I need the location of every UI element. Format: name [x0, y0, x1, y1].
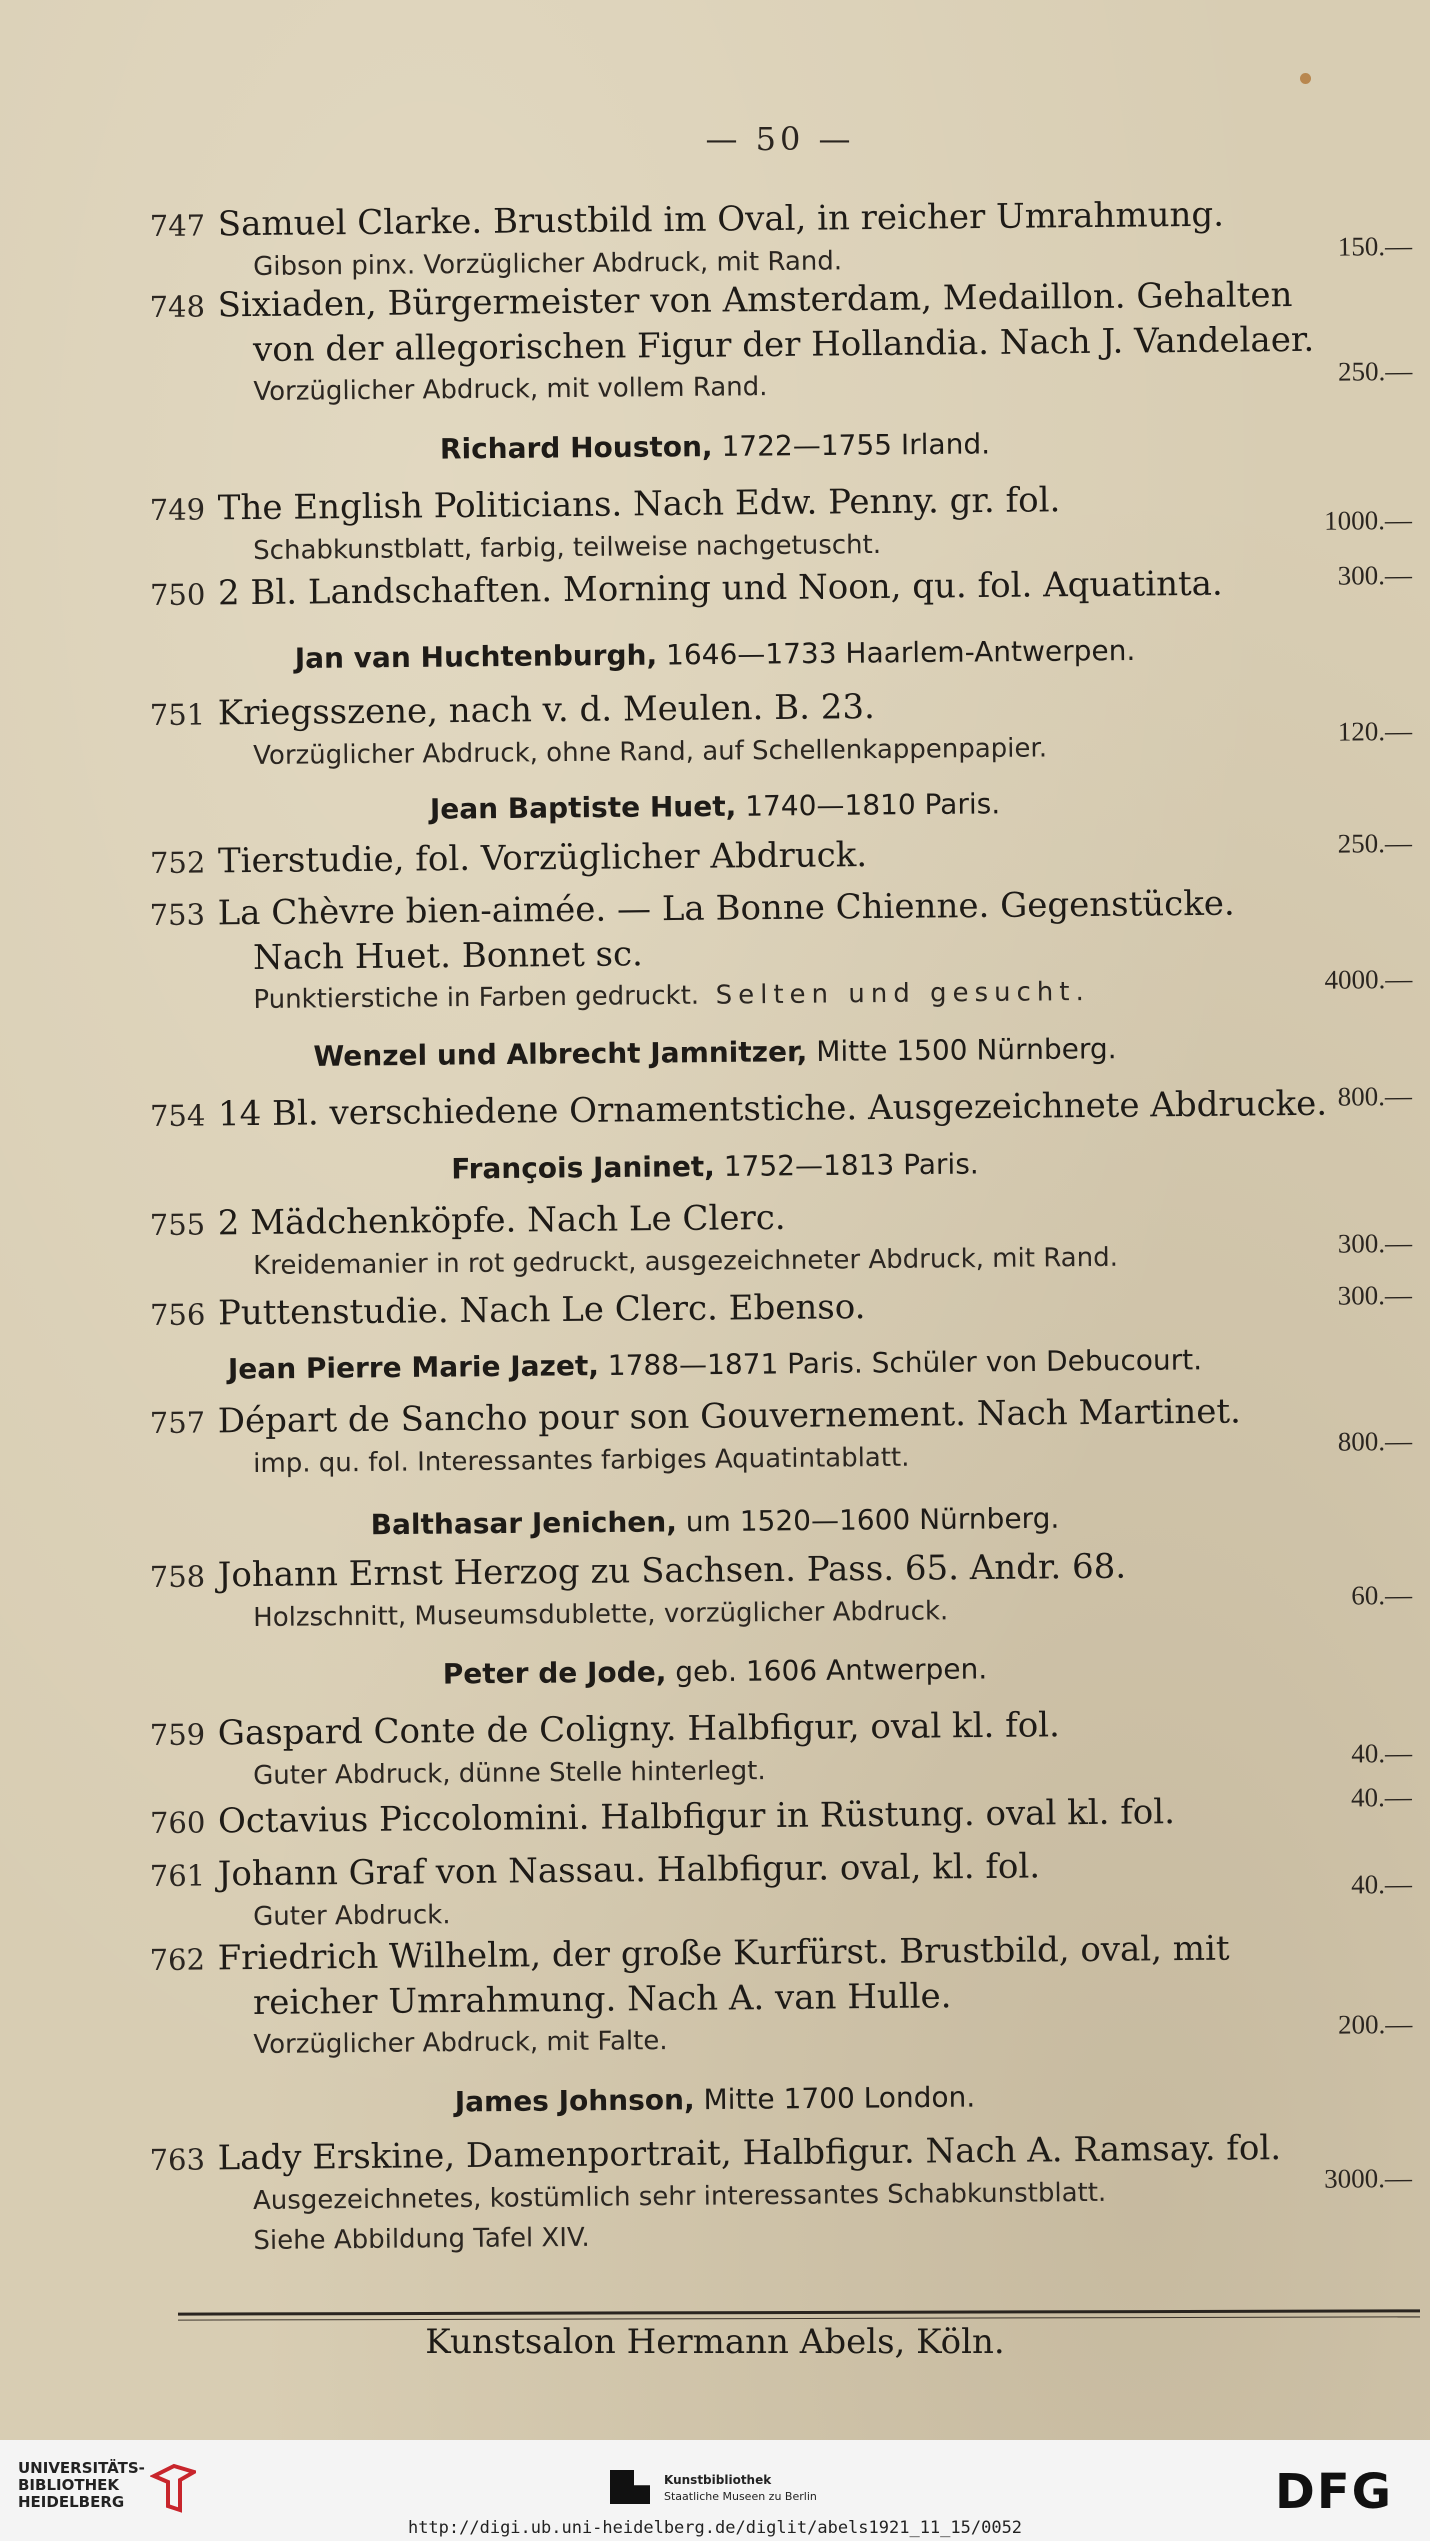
entry-price: 40.— — [1351, 1868, 1413, 1900]
entry-price: 250.— — [1337, 827, 1413, 859]
entry-note: Siehe Abbildung Tafel XIV. — [253, 2222, 590, 2257]
entry-title: 14 Bl. verschiedene Ornamentstiche. Ausgezeichnete Abdrucke. — [217, 1083, 1328, 1135]
entry-note: Holzschnitt, Museumsdublette, vorzüglicher Abdruck. — [253, 1596, 949, 1634]
kunstbibliothek-logo[interactable]: Kunstbibliothek Staatliche Museen zu Berlin — [664, 2473, 817, 2503]
entry-price: 4000.— — [1324, 963, 1413, 995]
entry-number: 759 — [149, 1717, 206, 1753]
entry-note: Ausgezeichnetes, kostümlich sehr interessantes Schabkunstblatt. — [252, 2177, 1107, 2217]
entry-number: 762 — [149, 1942, 206, 1978]
entry-752 — [150, 828, 1420, 885]
entry-757 — [150, 1388, 1421, 1485]
entry-note: Guter Abdruck, dünne Stelle hinterlegt. — [253, 1756, 766, 1792]
entry-754 — [150, 1081, 1420, 1138]
entry-title: 2 Bl. Landschaften. Morning und Noon, qu. fol. Aquatinta. — [217, 563, 1223, 614]
page-number: — 50 — — [705, 120, 855, 158]
entry-note: Schabkunstblatt, farbig, teilweise nachgetuscht. — [253, 529, 882, 567]
entry-title: Johann Ernst Herzog zu Sachsen. Pass. 65. Andr. 68. — [217, 1546, 1127, 1596]
entry-price: 150.— — [1337, 230, 1413, 262]
entry-title: Départ de Sancho pour son Gouvernement. Nach Martinet. — [217, 1391, 1242, 1442]
entry-number: 751 — [149, 697, 206, 733]
entry-note: Vorzüglicher Abdruck, mit vollem Rand. — [253, 372, 768, 408]
entry-title: 2 Mädchenköpfe. Nach Le Clerc. — [217, 1197, 786, 1244]
entry-title: Puttenstudie. Nach Le Clerc. Ebenso. — [217, 1287, 866, 1334]
entry-number: 747 — [149, 208, 206, 244]
entry-price: 60.— — [1351, 1579, 1413, 1611]
entry-price: 200.— — [1337, 2008, 1413, 2040]
entry-756 — [150, 1280, 1420, 1337]
entry-price: 800.— — [1337, 1080, 1413, 1112]
ub-heidelberg-logo[interactable]: UNIVERSITÄTS- BIBLIOTHEK HEIDELBERG — [18, 2459, 145, 2511]
entry-title: La Chèvre bien-aimée. — La Bonne Chienne. Gegenstücke. — [217, 883, 1235, 934]
entry-title: Gaspard Conte de Coligny. Halbfigur, oval kl. fol. — [217, 1705, 1061, 1754]
entry-title: Tierstudie, fol. Vorzüglicher Abdruck. — [217, 835, 868, 882]
entry-price: 250.— — [1337, 355, 1413, 387]
footer-rule — [178, 2309, 1420, 2315]
entry-price: 300.— — [1337, 1279, 1413, 1311]
entry-note: Vorzüglicher Abdruck, mit Falte. — [253, 2026, 668, 2061]
entry-price: 120.— — [1337, 715, 1413, 747]
entry-note: Vorzüglicher Abdruck, ohne Rand, auf Schellenkappenpapier. — [253, 733, 1048, 772]
entry-number: 755 — [149, 1207, 206, 1243]
entry-price: 300.— — [1337, 559, 1413, 591]
artist-heading: Jean Pierre Marie Jazet, 1788—1871 Paris. Schüler von Debucourt. — [227, 1343, 1203, 1386]
artist-heading: Wenzel und Albrecht Jamnitzer, Mitte 1500 Nürnberg. — [313, 1032, 1117, 1073]
entry-title: Octavius Piccolomini. Halbfigur in Rüstung. oval kl. fol. — [217, 1792, 1176, 1842]
entry-751 — [150, 680, 1421, 777]
entry-title: Sixiaden, Bürgermeister von Amsterdam, Medaillon. Gehalten — [217, 275, 1293, 326]
entry-number: 761 — [149, 1858, 206, 1894]
entry-title: Samuel Clarke. Brustbild im Oval, in reicher Umrahmung. — [217, 194, 1225, 245]
entry-note: Gibson pinx. Vorzüglicher Abdruck, mit Rand. — [253, 246, 843, 283]
entry-753 — [149, 880, 1420, 1021]
entry-number: 756 — [149, 1297, 206, 1332]
ub-heidelberg-icon — [150, 2462, 196, 2514]
entry-title: The English Politicians. Nach Edw. Penny. gr. fol. — [217, 480, 1061, 529]
entry-number: 757 — [149, 1405, 206, 1441]
entry-continuation: von der allegorischen Figur der Hollandia. Nach J. Vandelaer. — [252, 319, 1315, 371]
entry-title: Kriegsszene, nach v. d. Meulen. B. 23. — [217, 687, 876, 734]
entry-number: 760 — [149, 1805, 206, 1840]
entry-note: Punktierstiche in Farben gedruckt. Selten und gesucht. — [253, 976, 1090, 1016]
entry-number: 750 — [149, 577, 206, 612]
artist-heading: Peter de Jode, geb. 1606 Antwerpen. — [442, 1652, 988, 1691]
artist-heading: Jean Baptiste Huet, 1740—1810 Paris. — [429, 787, 1001, 826]
entry-note: Guter Abdruck. — [253, 1900, 451, 1933]
artist-heading: Richard Houston, 1722—1755 Irland. — [439, 427, 991, 466]
entry-number: 748 — [149, 289, 206, 325]
dfg-logo[interactable]: DFG — [1275, 2464, 1394, 2520]
entry-price: 40.— — [1351, 1737, 1413, 1769]
entry-number: 752 — [149, 845, 206, 880]
entry-749 — [150, 475, 1421, 572]
entry-748 — [149, 272, 1420, 413]
entry-number: 753 — [149, 897, 206, 933]
entry-note: Kreidemanier in rot gedruckt, ausgezeichneter Abdruck, mit Rand. — [253, 1242, 1119, 1282]
artist-heading: James Johnson, Mitte 1700 London. — [454, 2080, 976, 2119]
entry-number: 763 — [149, 2142, 206, 2178]
entry-price: 300.— — [1337, 1227, 1413, 1259]
entry-note: imp. qu. fol. Interessantes farbiges Aquatintablatt. — [253, 1442, 910, 1480]
entry-number: 758 — [149, 1559, 206, 1595]
entry-755 — [150, 1190, 1421, 1287]
publisher-footer: Kunstsalon Hermann Abels, Köln. — [425, 2322, 1005, 2362]
entry-761 — [150, 1841, 1421, 1938]
entry-762 — [149, 1925, 1420, 2066]
kunstbibliothek-icon — [610, 2470, 650, 2504]
entry-price: 40.— — [1350, 1781, 1412, 1813]
entry-continuation: Nach Huet. Bonnet sc. — [252, 934, 644, 979]
entry-price: 800.— — [1337, 1425, 1413, 1457]
entry-continuation: reicher Umrahmung. Nach A. van Hulle. — [252, 1976, 952, 2024]
entry-price: 1000.— — [1324, 504, 1413, 536]
entry-759 — [150, 1700, 1421, 1797]
entry-title: Friedrich Wilhelm, der große Kurfürst. Brustbild, oval, mit — [217, 1928, 1230, 1979]
entry-763 — [149, 2125, 1420, 2262]
permalink-url[interactable]: http://digi.ub.uni-heidelberg.de/diglit/abels1921_11_15/0052 — [407, 2518, 1023, 2538]
entry-758 — [150, 1542, 1421, 1639]
footer-rule-thin — [178, 2316, 1420, 2320]
entry-title: Lady Erskine, Damenportrait, Halbfigur. Nach A. Ramsay. fol. — [217, 2128, 1282, 2179]
digitization-bar — [0, 2440, 1430, 2541]
entry-number: 754 — [149, 1098, 206, 1133]
artist-heading: Jan van Huchtenburgh, 1646—1733 Haarlem-Antwerpen. — [294, 633, 1136, 676]
artist-heading: François Janinet, 1752—1813 Paris. — [451, 1147, 979, 1186]
entry-title: Johann Graf von Nassau. Halbfigur. oval, kl. fol. — [217, 1846, 1041, 1895]
artist-heading: Balthasar Jenichen, um 1520—1600 Nürnberg. — [370, 1501, 1060, 1542]
entry-760 — [149, 1781, 1420, 1845]
entry-number: 749 — [149, 492, 206, 528]
stain-mark — [1300, 73, 1311, 84]
emphasis-note: Selten und gesucht. — [715, 976, 1090, 1011]
entry-price: 3000.— — [1323, 2162, 1412, 2194]
